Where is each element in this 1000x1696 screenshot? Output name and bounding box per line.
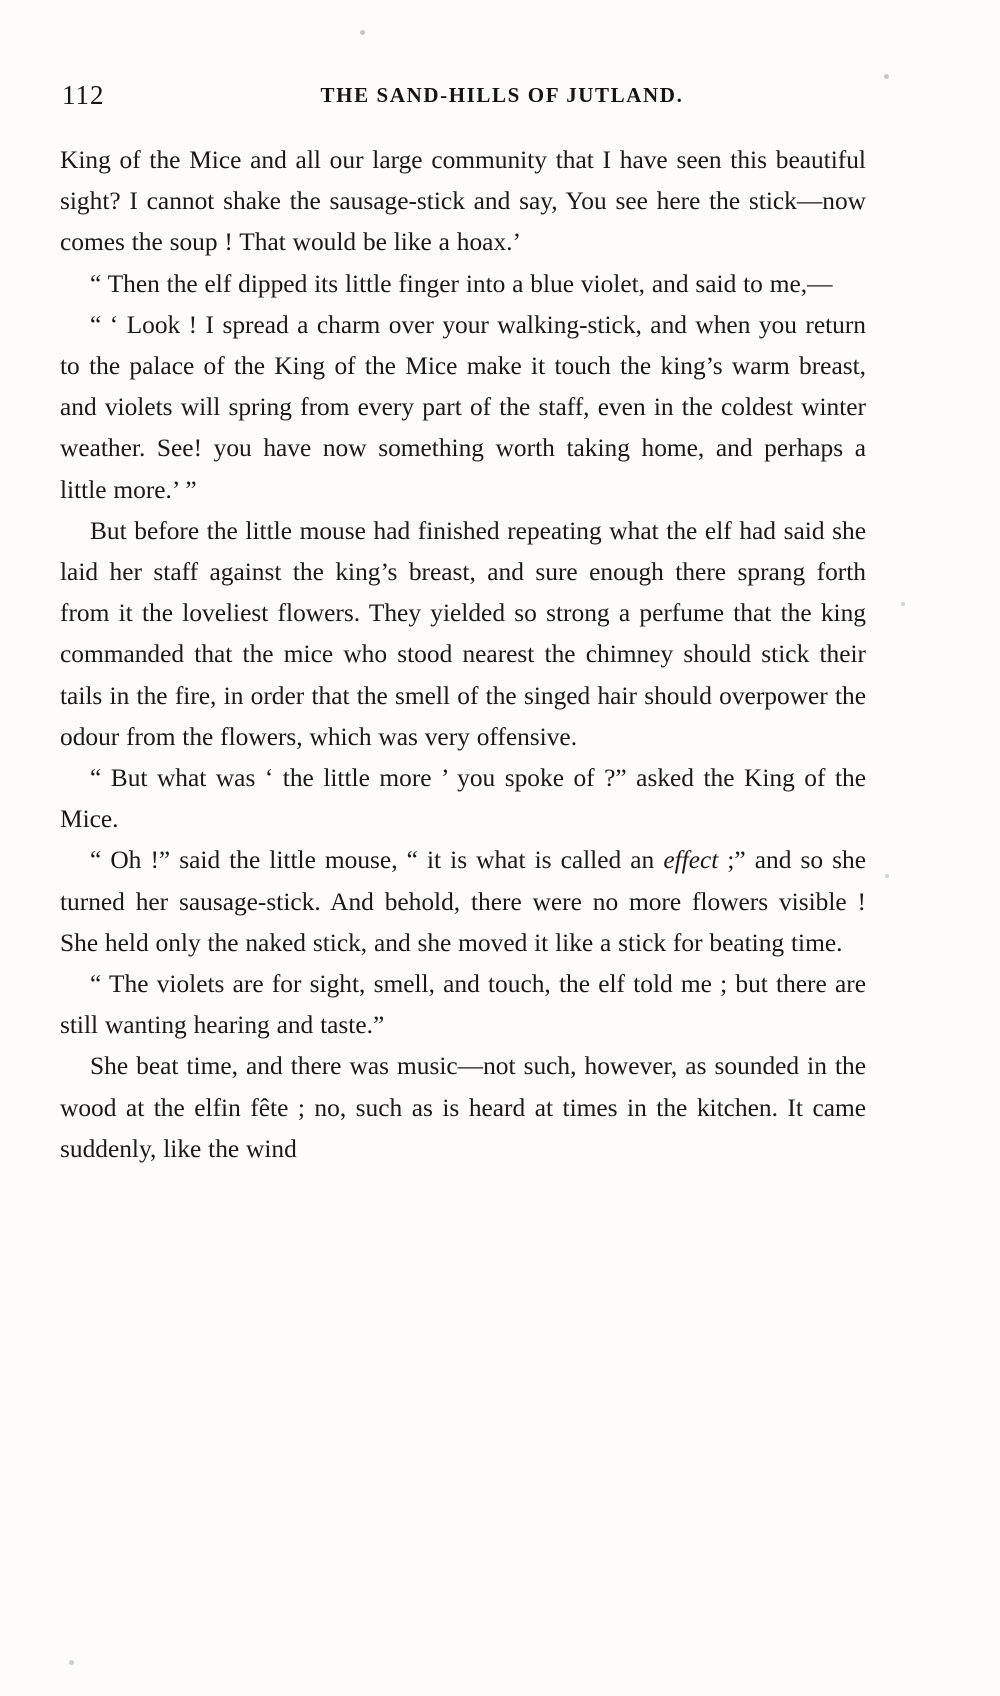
page-number: 112 xyxy=(62,80,105,110)
paragraph: But before the little mouse had finished repeating what the elf had said she laid her staff against the king’s breast, and sure enough there sprang forth from it the loveliest flowers. They yielded so strong a perfume that the king commanded that the mice who stood nearest the chimney should stick their tails in the fire, in order that the smell of the singed hair should overpower the odour from the flowers, which was very offensive. xyxy=(60,516,866,751)
scan-speck-icon xyxy=(69,1660,74,1665)
paragraph: She beat time, and there was music—not such, however, as sounded in the wood at the elfin fête ; no, such as is heard at times in the kitchen. It came suddenly, like the wind xyxy=(60,1052,866,1163)
paragraph: “ But what was ‘ the little more ’ you spoke of ?” asked the King of the Mice. xyxy=(60,764,866,834)
scan-speck-icon xyxy=(901,602,905,606)
running-title: THE SAND-HILLS OF JUTLAND. xyxy=(320,83,684,107)
paragraph: King of the Mice and all our large community that I have seen this beautiful sight? I cannot shake the sausage-stick and say, You see here the stick—now comes the soup ! That would be like a hoax.’ xyxy=(60,146,866,257)
italic-word: effect xyxy=(663,846,719,875)
scan-speck-icon xyxy=(885,874,889,878)
paragraph: “ ‘ Look ! I spread a charm over your walking-stick, and when you return to the palace of the King of the Mice make it touch the king’s warm breast, and violets will spring from every part of the staff, even in the coldest winter weather. See! you have now something worth taking home, and perhaps a little more.’ ” xyxy=(60,310,866,504)
body-text xyxy=(60,140,866,1170)
paragraph-with-italic: “ Oh !” said the little mouse, “ it is what is called an effect ;” and so she turned her sausage-stick. And behold, there were no more flowers visible ! She held only the naked stick, and she moved it like a stick for beating time. xyxy=(60,846,866,957)
page-header xyxy=(62,80,874,110)
paragraph: “ Then the elf dipped its little finger into a blue violet, and said to me,— xyxy=(90,269,833,298)
paragraph: “ The violets are for sight, smell, and touch, the elf told me ; but there are still wanting hearing and taste.” xyxy=(60,970,866,1040)
scan-speck-icon xyxy=(360,30,365,35)
scan-speck-icon xyxy=(884,74,889,79)
